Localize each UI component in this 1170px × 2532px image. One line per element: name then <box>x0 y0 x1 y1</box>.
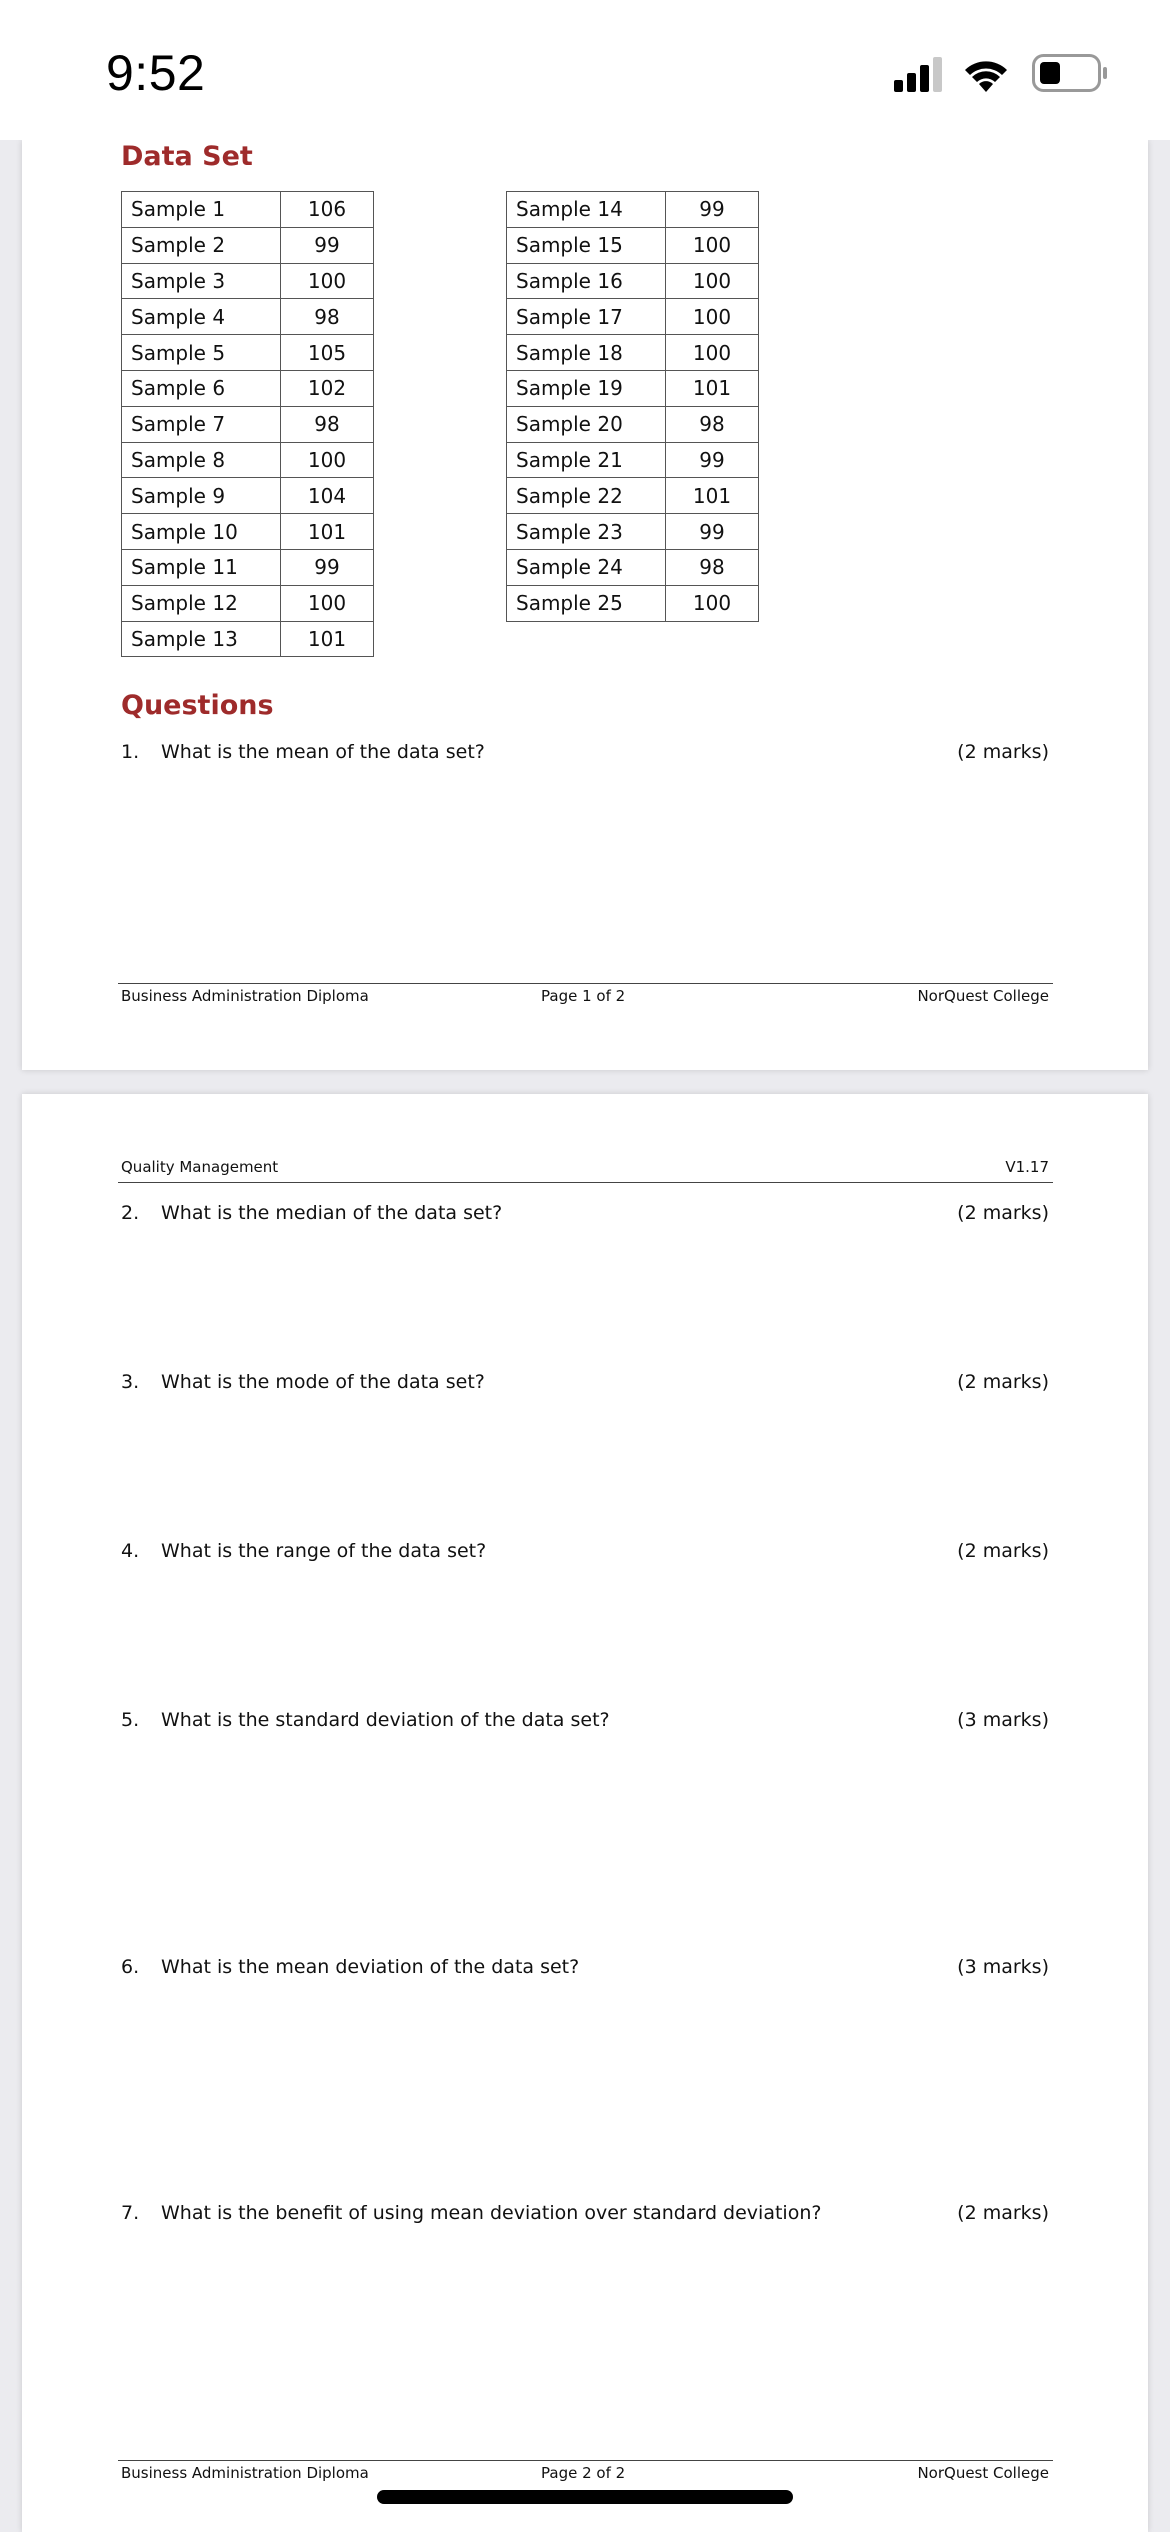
sample-value: 104 <box>281 478 374 514</box>
header-version: V1.17 <box>1005 1158 1049 1176</box>
sample-label: Sample 24 <box>507 549 666 585</box>
footer-program: Business Administration Diploma <box>121 987 369 1005</box>
status-icons <box>894 52 1114 96</box>
question-text: What is the range of the data set? <box>161 1540 487 1562</box>
table-row <box>507 227 759 263</box>
table-row <box>122 514 374 550</box>
data-table-right <box>506 191 759 622</box>
sample-value: 106 <box>281 192 374 228</box>
table-row <box>507 478 759 514</box>
sample-value: 102 <box>281 370 374 406</box>
sample-label: Sample 19 <box>507 370 666 406</box>
footer-divider <box>118 983 1053 984</box>
data-set-heading: Data Set <box>121 141 253 172</box>
sample-label: Sample 20 <box>507 406 666 442</box>
sample-value: 101 <box>281 514 374 550</box>
question-text: What is the mean of the data set? <box>161 741 485 763</box>
battery-icon <box>1034 56 1108 91</box>
sample-label: Sample 25 <box>507 585 666 621</box>
sample-value: 100 <box>281 585 374 621</box>
sample-value: 101 <box>666 370 759 406</box>
footer-institution: NorQuest College <box>917 2464 1049 2482</box>
sample-label: Sample 15 <box>507 227 666 263</box>
home-indicator[interactable] <box>377 2490 793 2504</box>
table-row <box>507 335 759 371</box>
sample-label: Sample 8 <box>122 442 281 478</box>
question-number: 5. <box>121 1709 140 1731</box>
status-bar <box>0 0 1170 140</box>
table-row <box>122 549 374 585</box>
question-number: 1. <box>121 741 140 763</box>
table-row <box>122 299 374 335</box>
sample-label: Sample 5 <box>122 335 281 371</box>
questions-heading: Questions <box>121 690 274 721</box>
table-row <box>507 192 759 228</box>
question-text: What is the mode of the data set? <box>161 1371 485 1393</box>
sample-label: Sample 22 <box>507 478 666 514</box>
question-text: What is the standard deviation of the data set? <box>161 1709 610 1731</box>
sample-value: 100 <box>281 263 374 299</box>
question-number: 7. <box>121 2202 140 2224</box>
table-row <box>122 263 374 299</box>
question-number: 6. <box>121 1956 140 1978</box>
sample-label: Sample 6 <box>122 370 281 406</box>
table-row <box>507 263 759 299</box>
table-row <box>507 549 759 585</box>
question-marks: (2 marks) <box>957 1202 1049 1224</box>
table-row <box>122 192 374 228</box>
sample-label: Sample 12 <box>122 585 281 621</box>
sample-label: Sample 4 <box>122 299 281 335</box>
sample-value: 100 <box>666 227 759 263</box>
sample-value: 100 <box>666 335 759 371</box>
question-number: 2. <box>121 1202 140 1224</box>
sample-label: Sample 14 <box>507 192 666 228</box>
signal-icon <box>894 57 942 92</box>
table-row <box>507 299 759 335</box>
sample-value: 100 <box>666 263 759 299</box>
sample-label: Sample 1 <box>122 192 281 228</box>
footer-divider <box>118 2460 1053 2461</box>
wifi-icon <box>965 61 1007 92</box>
question-marks: (2 marks) <box>957 1371 1049 1393</box>
table-row <box>122 335 374 371</box>
status-time: 9:52 <box>106 45 206 101</box>
footer-program: Business Administration Diploma <box>121 2464 369 2482</box>
table-row <box>122 406 374 442</box>
sample-value: 99 <box>281 549 374 585</box>
data-table-left <box>121 191 374 657</box>
sample-label: Sample 2 <box>122 227 281 263</box>
sample-label: Sample 18 <box>507 335 666 371</box>
sample-label: Sample 23 <box>507 514 666 550</box>
sample-label: Sample 7 <box>122 406 281 442</box>
table-row <box>122 442 374 478</box>
question-marks: (3 marks) <box>957 1709 1049 1731</box>
document-page-2[interactable] <box>22 1094 1148 2532</box>
question-number: 4. <box>121 1540 140 1562</box>
question-marks: (3 marks) <box>957 1956 1049 1978</box>
document-page-1[interactable] <box>22 140 1148 1070</box>
footer-page-number: Page 1 of 2 <box>541 987 626 1005</box>
sample-value: 100 <box>281 442 374 478</box>
header-divider <box>118 1182 1053 1183</box>
footer-page-number: Page 2 of 2 <box>541 2464 626 2482</box>
question-marks: (2 marks) <box>957 741 1049 763</box>
sample-value: 99 <box>666 192 759 228</box>
sample-value: 101 <box>666 478 759 514</box>
table-row <box>507 442 759 478</box>
header-course: Quality Management <box>121 1158 279 1176</box>
sample-label: Sample 11 <box>122 549 281 585</box>
sample-value: 101 <box>281 621 374 657</box>
sample-value: 99 <box>666 514 759 550</box>
sample-value: 100 <box>666 585 759 621</box>
table-row <box>507 585 759 621</box>
table-row <box>122 585 374 621</box>
sample-value: 98 <box>281 406 374 442</box>
table-row <box>122 227 374 263</box>
table-row <box>507 514 759 550</box>
sample-label: Sample 21 <box>507 442 666 478</box>
sample-value: 99 <box>666 442 759 478</box>
sample-label: Sample 9 <box>122 478 281 514</box>
sample-value: 98 <box>281 299 374 335</box>
table-row <box>122 370 374 406</box>
sample-value: 98 <box>666 549 759 585</box>
question-text: What is the median of the data set? <box>161 1202 503 1224</box>
question-marks: (2 marks) <box>957 2202 1049 2224</box>
sample-label: Sample 10 <box>122 514 281 550</box>
sample-label: Sample 16 <box>507 263 666 299</box>
table-row <box>122 621 374 657</box>
sample-label: Sample 3 <box>122 263 281 299</box>
sample-label: Sample 13 <box>122 621 281 657</box>
sample-value: 99 <box>281 227 374 263</box>
question-text: What is the benefit of using mean deviation over standard deviation? <box>161 2202 822 2224</box>
question-marks: (2 marks) <box>957 1540 1049 1562</box>
footer-institution: NorQuest College <box>917 987 1049 1005</box>
table-row <box>122 478 374 514</box>
sample-value: 105 <box>281 335 374 371</box>
sample-value: 98 <box>666 406 759 442</box>
question-text: What is the mean deviation of the data set? <box>161 1956 580 1978</box>
table-row <box>507 406 759 442</box>
question-number: 3. <box>121 1371 140 1393</box>
sample-value: 100 <box>666 299 759 335</box>
sample-label: Sample 17 <box>507 299 666 335</box>
table-row <box>507 370 759 406</box>
